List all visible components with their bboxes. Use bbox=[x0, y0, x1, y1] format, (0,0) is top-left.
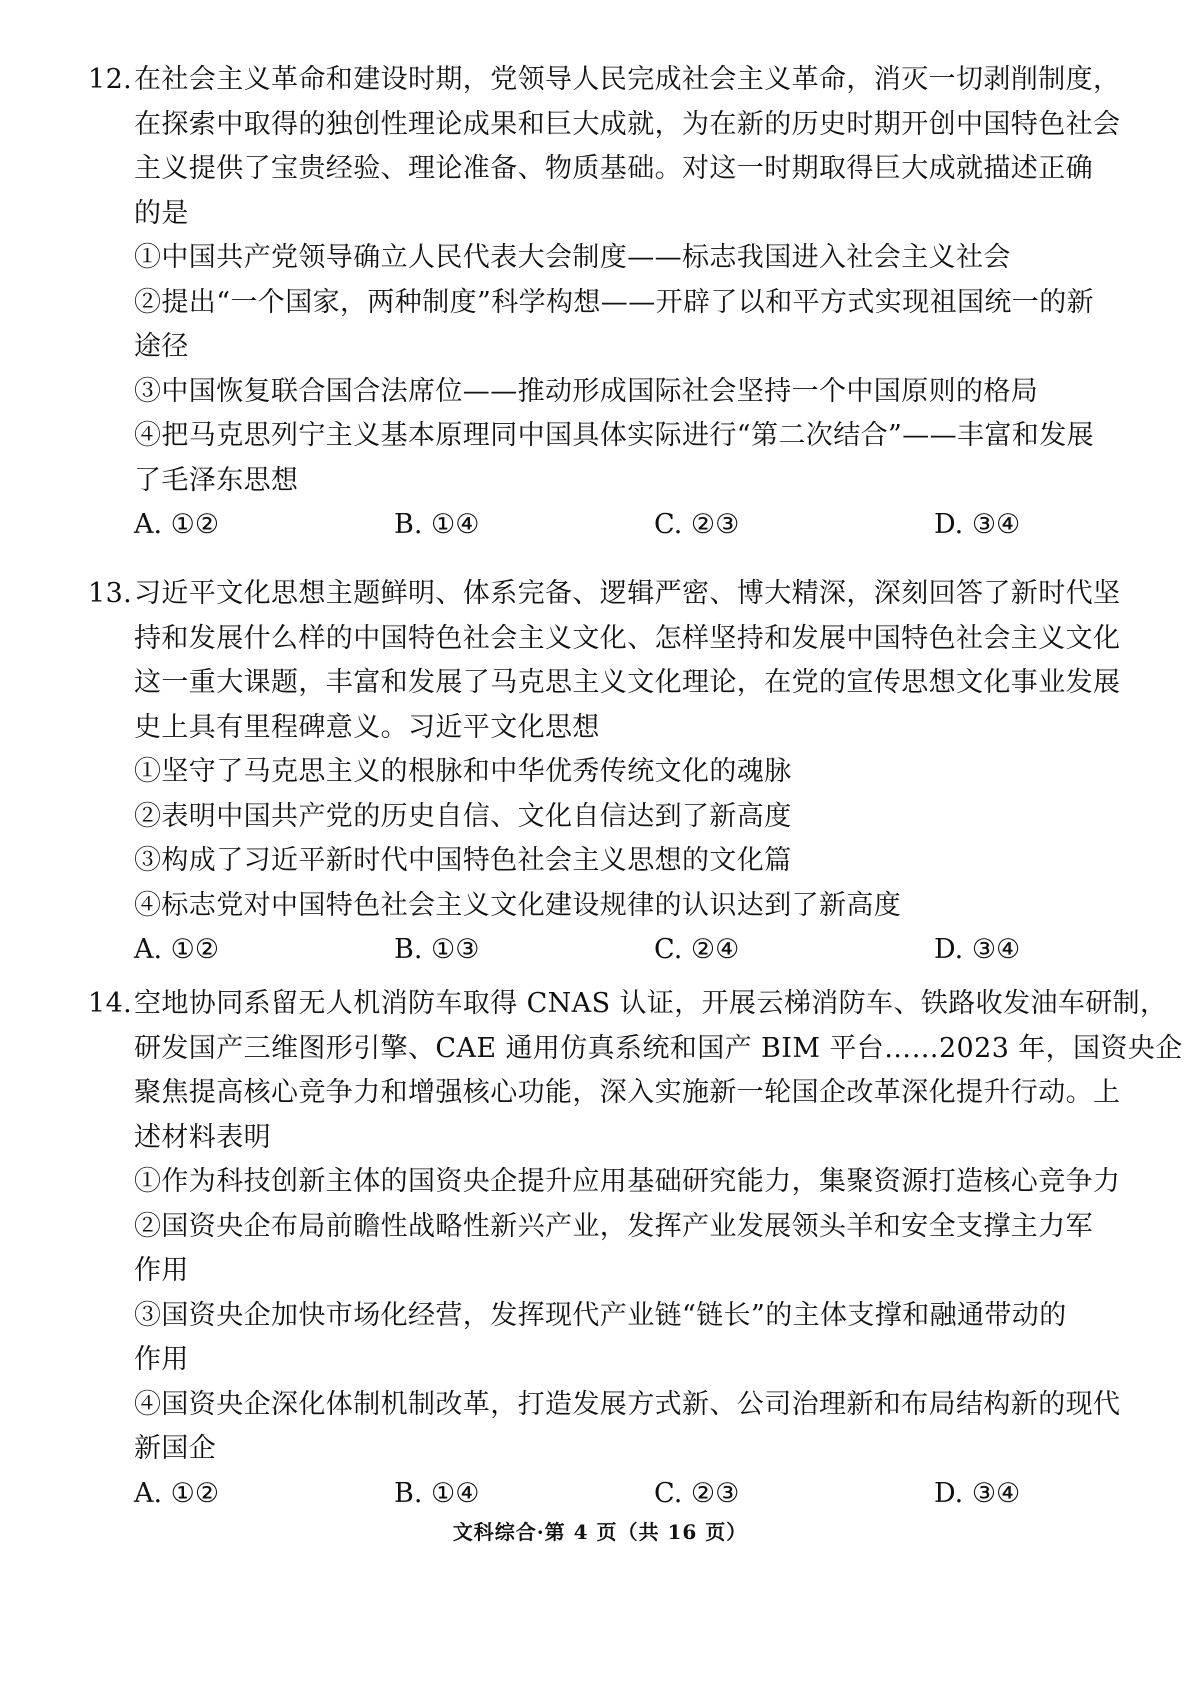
statement-line: 作用 bbox=[134, 1255, 189, 1286]
option-a: A. ①② bbox=[134, 934, 220, 965]
question-stem-line: 的是 bbox=[134, 197, 189, 229]
option-d: D. ③④ bbox=[934, 934, 1021, 965]
question-stem-line: 12.在社会主义革命和建设时期，党领导人民完成社会主义革命，消灭一切剥削制度， bbox=[88, 58, 1128, 103]
option-a: A. ①② bbox=[134, 1477, 220, 1509]
option-a: A. ①② bbox=[134, 509, 220, 540]
option-c: C. ②③ bbox=[654, 509, 740, 540]
question-number: 12. bbox=[88, 64, 133, 95]
question-stem-line: 这一重大课题，丰富和发展了马克思主义文化理论，在党的宣传思想文化事业发展 bbox=[134, 667, 1121, 698]
question-stem-line: 述材料表明 bbox=[134, 1121, 271, 1153]
option-c: C. ②③ bbox=[654, 1477, 740, 1509]
statement-line: 新国企 bbox=[134, 1433, 217, 1464]
option-d: D. ③④ bbox=[934, 1477, 1021, 1509]
statement-line: ②国资央企布局前瞻性战略性新兴产业，发挥产业发展领头羊和安全支撑主力军 bbox=[134, 1210, 1093, 1242]
question-stem-line: 14.空地协同系留无人机消防车取得 CNAS 认证，开展云梯消防车、铁路收发油车研制， bbox=[88, 982, 1128, 1027]
statement-line: 作用 bbox=[134, 1344, 189, 1375]
page-footer: 文科综合·第 4 页（共 16 页） bbox=[452, 1520, 748, 1544]
statement-line: ②表明中国共产党的历史自信、文化自信达到了新高度 bbox=[134, 800, 792, 832]
option-c: C. ②④ bbox=[654, 934, 740, 965]
question-number: 14. bbox=[88, 988, 133, 1019]
statement-line: ①坚守了马克思主义的根脉和中华优秀传统文化的魂脉 bbox=[134, 756, 792, 787]
statement-line: ③中国恢复联合国合法席位——推动形成国际社会坚持一个中国原则的格局 bbox=[134, 375, 1039, 407]
statement-line: ①中国共产党领导确立人民代表大会制度——标志我国进入社会主义社会 bbox=[134, 242, 1011, 273]
question-stem-line: 主义提供了宝贵经验、理论准备、物质基础。对这一时期取得巨大成就描述正确 bbox=[134, 153, 1093, 184]
statement-line: ④标志党对中国特色社会主义文化建设规律的认识达到了新高度 bbox=[134, 889, 902, 921]
option-b: B. ①③ bbox=[394, 934, 480, 965]
question-12 bbox=[88, 58, 1128, 548]
question-stem-line: 13.习近平文化思想主题鲜明、体系完备、逻辑严密、博大精深，深刻回答了新时代坚 bbox=[88, 572, 1128, 617]
option-d: D. ③④ bbox=[934, 509, 1021, 540]
statement-line: ②提出“一个国家，两种制度”科学构想——开辟了以和平方式实现祖国统一的新 bbox=[134, 286, 1095, 318]
statement-line: ④把马克思列宁主义基本原理同中国具体实际进行“第二次结合”——丰富和发展 bbox=[134, 420, 1095, 451]
question-stem-line: 研发国产三维图形引擎、CAE 通用仿真系统和国产 BIM 平台……2023 年，国资央企 bbox=[134, 1032, 1183, 1064]
question-stem-line: 持和发展什么样的中国特色社会主义文化、怎样坚持和发展中国特色社会主义文化 bbox=[134, 622, 1121, 654]
answer-options bbox=[88, 928, 1128, 973]
question-13 bbox=[88, 572, 1128, 973]
option-b: B. ①④ bbox=[394, 1477, 480, 1509]
answer-options bbox=[88, 503, 1128, 548]
question-14 bbox=[88, 982, 1183, 1516]
statement-line: 途径 bbox=[134, 331, 189, 362]
statement-line: 了毛泽东思想 bbox=[134, 464, 299, 496]
answer-options bbox=[88, 1472, 1128, 1517]
statement-line: ①作为科技创新主体的国资央企提升应用基础研究能力，集聚资源打造核心竞争力 bbox=[134, 1166, 1121, 1197]
question-stem-line: 史上具有里程碑意义。习近平文化思想 bbox=[134, 711, 600, 743]
statement-line: ④国资央企深化体制机制改革，打造发展方式新、公司治理新和布局结构新的现代 bbox=[134, 1388, 1121, 1420]
question-number: 13. bbox=[88, 578, 133, 609]
statement-line: ③构成了习近平新时代中国特色社会主义思想的文化篇 bbox=[134, 845, 792, 876]
question-stem-line: 聚焦提高核心竞争力和增强核心功能，深入实施新一轮国企改革深化提升行动。上 bbox=[134, 1077, 1121, 1108]
statement-line: ③国资央企加快市场化经营，发挥现代产业链“链长”的主体支撑和融通带动的 bbox=[134, 1299, 1067, 1331]
option-b: B. ①④ bbox=[394, 509, 480, 540]
question-stem-line: 在探索中取得的独创性理论成果和巨大成就，为在新的历史时期开创中国特色社会 bbox=[134, 108, 1121, 140]
